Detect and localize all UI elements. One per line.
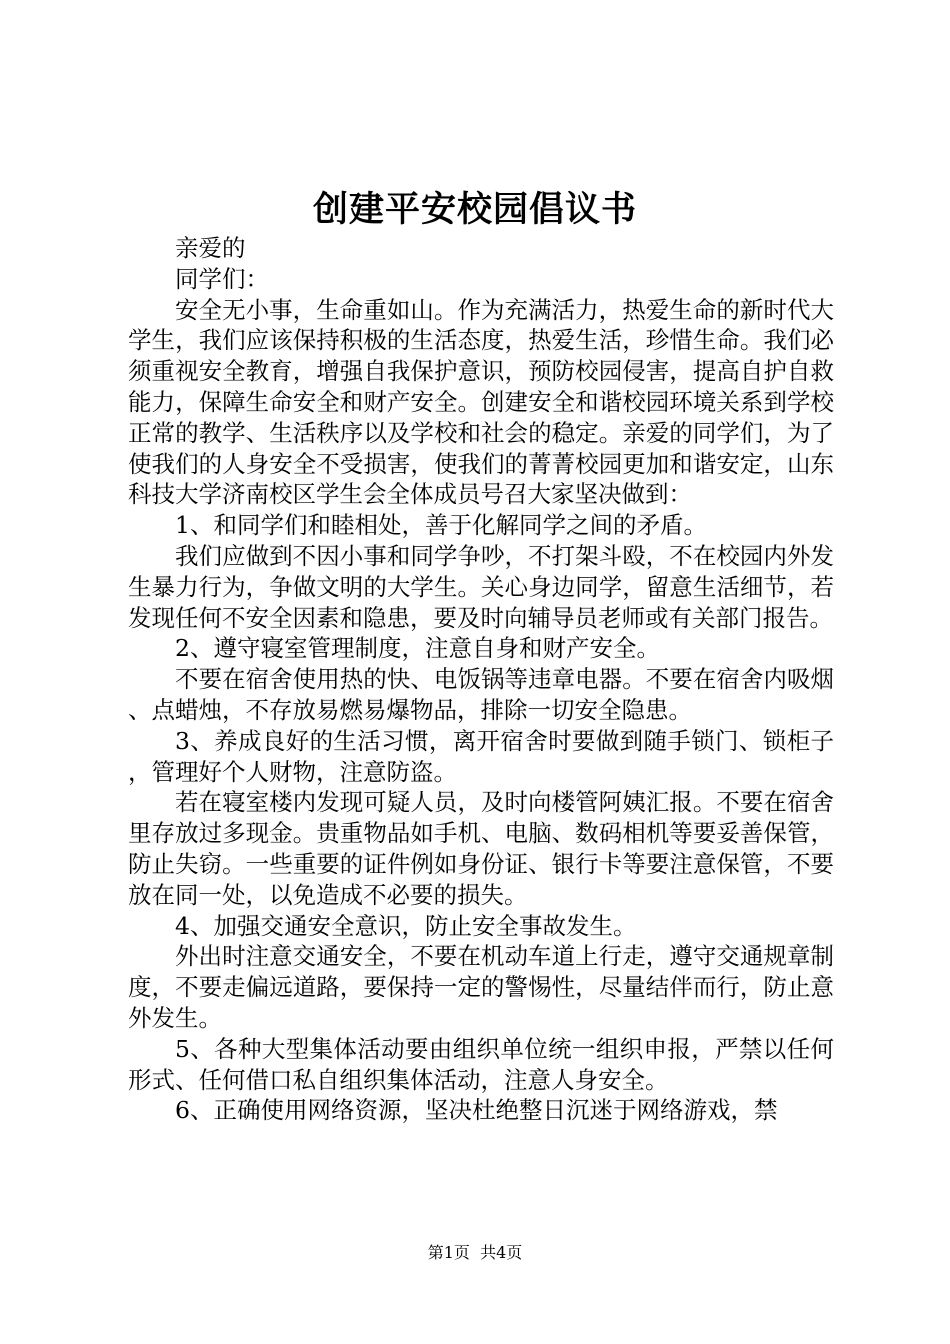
document-title: 创建平安校园倡议书 (312, 189, 637, 230)
item-heading-4: 4、加强交通安全意识，防止安全事故发生。 (175, 911, 637, 940)
salutation-line: 亲爱的 (175, 234, 246, 262)
page-footer (0, 1241, 950, 1265)
document-body (128, 233, 834, 1126)
item-paragraph-3: 若在寝室楼内发现可疑人员，及时向楼管阿姨汇报。不要在宿舍里存放过多现金。贵重物品如手机、电脑、数码相机等要妥善保管，防止失窃。一些重要的证件例如身份证、银行卡等要注意保管，不要放在同一处，以免造成不必要的损失。 (128, 788, 834, 909)
salutation-line: 同学们： (175, 264, 269, 293)
item-paragraph-1: 我们应做到不因小事和同学争吵，不打架斗殴，不在校园内外发生暴力行为，争做文明的大学生。关心身边同学，留意生活细节，若发现任何不安全因素和隐患，要及时向辅导员老师或有关部门报告。 (128, 541, 834, 632)
item-paragraph-4: 外出时注意交通安全，不要在机动车道上行走，遵守交通规章制度，不要走偏远道路，要保持一定的警惕性，尽量结伴而行，防止意外发生。 (128, 942, 834, 1032)
page-number: 第1页 (427, 1243, 470, 1262)
page-total: 共4页 (480, 1243, 523, 1262)
item-heading-3: 3、养成良好的生活习惯，离开宿舍时要做到随手锁门、锁柜子，管理好个人财物，注意防盗。 (128, 726, 834, 786)
item-heading-2: 2、遵守寝室管理制度，注意自身和财产安全。 (175, 634, 660, 663)
item-heading-1: 1、和同学们和睦相处，善于化解同学之间的矛盾。 (175, 511, 707, 540)
item-paragraph-2: 不要在宿舍使用热的快、电饭锅等违章电器。不要在宿舍内吸烟、点蜡烛，不存放易燃易爆物品，排除一切安全隐患。 (128, 665, 834, 724)
item-heading-5: 5、各种大型集体活动要由组织单位统一组织申报，严禁以任何形式、任何借口私自组织集体活动，注意人身安全。 (128, 1034, 834, 1094)
item-heading-6: 6、正确使用网络资源，坚决杜绝整日沉迷于网络游戏，禁 (175, 1096, 778, 1125)
intro-paragraph: 安全无小事，生命重如山。作为充满活力，热爱生命的新时代大学生，我们应该保持积极的生活态度，热爱生活，珍惜生命。我们必须重视安全教育，增强自我保护意识，预防校园侵害，提高自护自救能力，保障生命安全和财产安全。创建安全和谐校园环境关系到学校正常的教学、生活秩序以及学校和社会的稳定。亲爱的同学们，为了使我们的人身安全不受损害，使我们的菁菁校园更加和谐安定，山东科技大学济南校区学生会全体成员号召大家坚决做到： (128, 295, 834, 509)
